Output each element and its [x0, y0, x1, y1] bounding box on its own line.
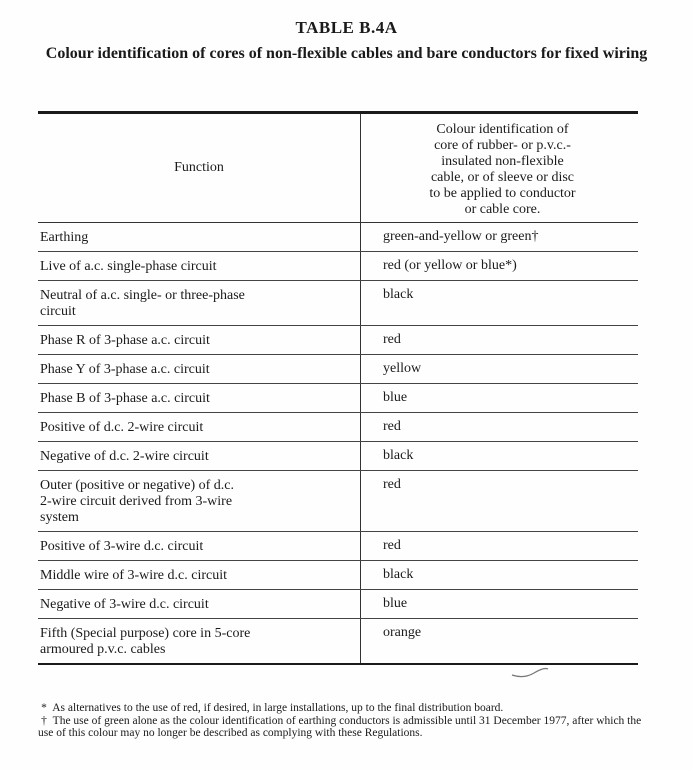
- cell-function: Fifth (Special purpose) core in 5-core armoured p.v.c. cables: [38, 619, 361, 663]
- table-row: [38, 326, 638, 355]
- footnote-mark: *: [41, 702, 47, 714]
- table-row: [38, 384, 638, 413]
- table-row: [38, 223, 638, 252]
- cell-colour: red: [383, 538, 401, 553]
- cell-function: Live of a.c. single-phase circuit: [38, 252, 361, 280]
- colour-identification-table: [38, 111, 638, 665]
- cell-colour: blue: [383, 596, 408, 611]
- cell-function: Outer (positive or negative) of d.c. 2-wire circuit derived from 3-wire system: [38, 471, 361, 531]
- cell-function: Phase R of 3-phase a.c. circuit: [38, 326, 361, 354]
- table-row: [38, 281, 638, 326]
- cell-function: Negative of 3-wire d.c. circuit: [38, 590, 361, 618]
- cell-function: Phase B of 3-phase a.c. circuit: [38, 384, 361, 412]
- pencil-mark-icon: [510, 663, 550, 683]
- cell-colour: red: [383, 477, 401, 492]
- table-subtitle: Colour identification of cores of non-flexible cables and bare conductors for fixed wiring: [45, 45, 648, 62]
- table-row: [38, 471, 638, 532]
- cell-function: Middle wire of 3-wire d.c. circuit: [38, 561, 361, 589]
- header-colour-identification: Colour identification of core of rubber- or p.v.c.- insulated non-flexible cable, or of sleeve or disc to be applied to conductor or cable core.: [429, 122, 576, 217]
- cell-colour: red: [383, 332, 401, 347]
- cell-colour: green-and-yellow or green†: [383, 229, 539, 244]
- table-row: [38, 413, 638, 442]
- cell-colour: red (or yellow or blue*): [383, 258, 517, 273]
- footnote-asterisk: [38, 702, 644, 714]
- footnotes: [38, 702, 644, 740]
- header-function: Function: [38, 114, 361, 222]
- cell-colour: black: [383, 567, 414, 582]
- table-header: [38, 114, 638, 223]
- cell-function: Positive of d.c. 2-wire circuit: [38, 413, 361, 441]
- table-row: [38, 442, 638, 471]
- cell-function: Positive of 3-wire d.c. circuit: [38, 532, 361, 560]
- table-row: [38, 355, 638, 384]
- footnote-text: As alternatives to the use of red, if desired, in large installations, up to the final distribution board.: [52, 702, 504, 714]
- cell-colour: red: [383, 419, 401, 434]
- footnote-dagger: [38, 715, 644, 739]
- cell-function: Phase Y of 3-phase a.c. circuit: [38, 355, 361, 383]
- cell-function: Neutral of a.c. single- or three-phase circuit: [38, 281, 361, 325]
- table-row: [38, 619, 638, 663]
- cell-function: Negative of d.c. 2-wire circuit: [38, 442, 361, 470]
- cell-colour: black: [383, 448, 414, 463]
- table-row: [38, 532, 638, 561]
- cell-colour: black: [383, 287, 414, 302]
- cell-colour: orange: [383, 625, 422, 640]
- cell-colour: blue: [383, 390, 408, 405]
- cell-function: Earthing: [38, 223, 361, 251]
- cell-colour: yellow: [383, 361, 422, 376]
- table-row: [38, 590, 638, 619]
- table-body: [38, 223, 638, 663]
- table-title: TABLE B.4A: [295, 18, 398, 37]
- table-row: [38, 561, 638, 590]
- table-row: [38, 252, 638, 281]
- footnote-mark: †: [41, 715, 47, 727]
- footnote-text: The use of green alone as the colour identification of earthing conductors is admissible until 31 December 1977, after which the use of this colour may no longer be described as complying with these Regulations.: [38, 715, 642, 739]
